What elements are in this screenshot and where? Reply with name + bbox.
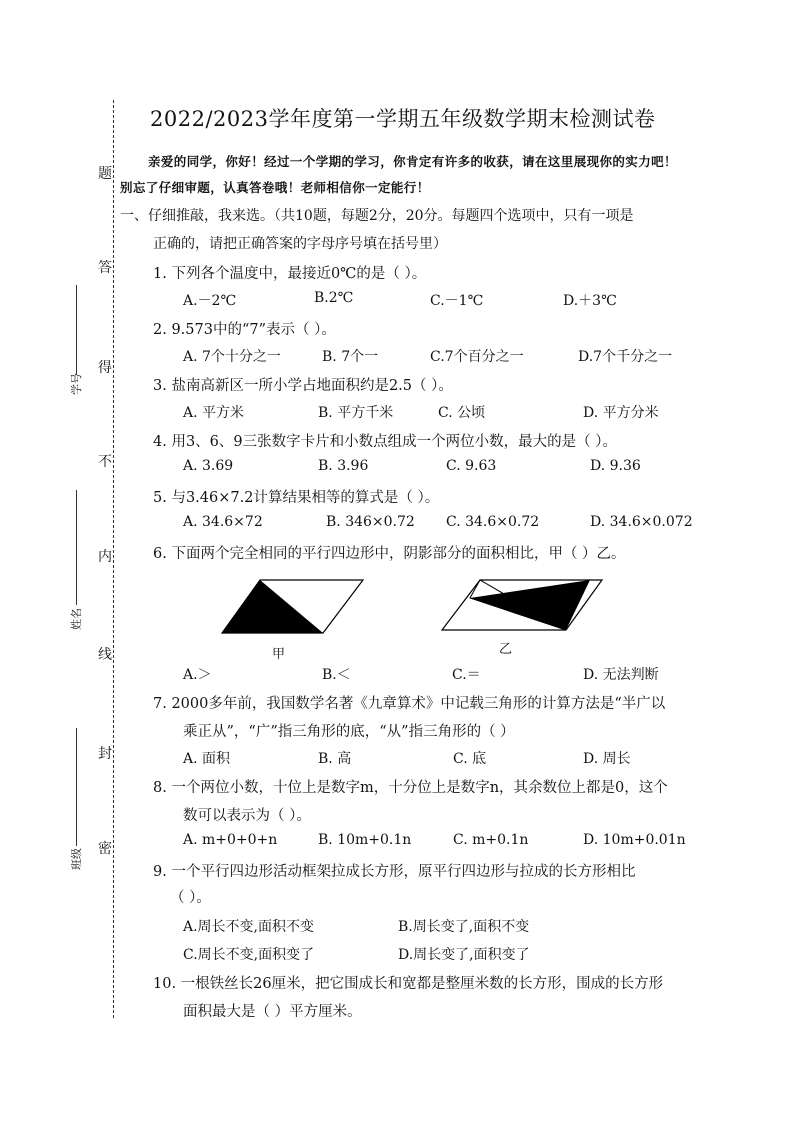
question-9: 9. 一个平行四边形活动框架拉成长方形，原平行四边形与拉成的长方形相比 (153, 864, 636, 880)
question-6: 6. 下面两个完全相同的平行四边形中，阴影部分的面积相比，甲（ ）乙。 (153, 546, 626, 562)
question-8-cont: 数可以表示为（ ）。 (183, 808, 311, 824)
q5-option-c: C. 34.6×0.72 (446, 514, 540, 530)
q4-option-a: A. 3.69 (183, 458, 234, 474)
q4-option-b: B. 3.96 (318, 458, 369, 474)
q2-option-b: B. 7个一 (322, 349, 379, 365)
q6-option-b: B.＜ (322, 667, 351, 683)
student-id-line (76, 285, 77, 375)
q9-option-d: D.周长变了,面积变了 (398, 947, 530, 963)
binding-char: 线 (98, 647, 112, 663)
parallelogram-jia (220, 578, 365, 636)
q9-option-b: B.周长变了,面积不变 (398, 919, 530, 935)
q7-option-b: B. 高 (318, 751, 352, 767)
q2-option-d: D.7个千分之一 (578, 349, 673, 365)
q5-option-b: B. 346×0.72 (326, 514, 415, 530)
q8-option-d: D. 10m+0.01n (583, 832, 686, 848)
question-4: 4. 用3、6、9三张数字卡片和小数点组成一个两位小数，最大的是（ ）。 (153, 434, 617, 450)
q7-option-c: C. 底 (453, 751, 487, 767)
binding-char: 内 (98, 549, 112, 565)
section-heading: 一、仔细推敲，我来选。（共10题，每题2分，20分。每题四个选项中，只有一项是 (120, 208, 634, 224)
q2-option-a: A. 7个十分之一 (183, 349, 281, 365)
q6-option-d: D. 无法判断 (583, 667, 659, 683)
figure-label-jia: 甲 (272, 647, 286, 662)
figure-label-yi: 乙 (499, 642, 513, 657)
name-line (76, 490, 77, 605)
q9-option-a: A.周长不变,面积不变 (183, 919, 315, 935)
question-10: 10. 一根铁丝长26厘米，把它围成长和宽都是整厘米数的长方形，围成的长方形 (153, 976, 664, 992)
student-id-label: 学号 (70, 373, 83, 395)
binding-char: 题 (98, 166, 112, 182)
binding-char: 得 (98, 360, 112, 376)
class-label: 班级 (70, 848, 83, 870)
binding-char: 答 (98, 260, 112, 276)
q3-option-a: A. 平方米 (183, 405, 245, 421)
question-2: 2. 9.573中的“7”表示（ ）。 (153, 322, 336, 338)
question-10-cont: 面积最大是（ ）平方厘米。 (183, 1004, 362, 1020)
class-line (76, 728, 77, 846)
name-label: 姓名 (70, 608, 83, 630)
binding-char: 封 (98, 746, 112, 762)
q9-option-c: C.周长不变,面积变了 (183, 947, 315, 963)
q1-option-a: A.－2℃ (183, 293, 237, 309)
question-3: 3. 盐南高新区一所小学占地面积约是2.5（ ）。 (153, 378, 453, 394)
q6-option-c: C.＝ (452, 667, 481, 683)
q1-option-d: D.＋3℃ (563, 293, 617, 309)
question-7: 7. 2000多年前，我国数学名著《九章算术》中记载三角形的计算方法是“半广以 (153, 696, 666, 712)
q4-option-c: C. 9.63 (446, 458, 497, 474)
question-1: 1. 下列各个温度中，最接近0℃的是（ ）。 (153, 266, 427, 282)
q8-option-b: B. 10m+0.1n (318, 832, 412, 848)
question-5: 5. 与3.46×7.2计算结果相等的算式是（ ）。 (153, 490, 440, 506)
q7-option-a: A. 面积 (183, 751, 231, 767)
intro-line-2: 别忘了仔细审题，认真答卷哦！老师相信你一定能行！ (120, 180, 430, 195)
q3-option-b: B. 平方千米 (318, 405, 394, 421)
q6-option-a: A.＞ (183, 667, 212, 683)
parallelogram-yi (440, 578, 605, 633)
binding-char: 密 (98, 841, 112, 857)
section-heading-cont: 正确的，请把正确答案的字母序号填在括号里） (153, 236, 447, 252)
question-7-cont: 乘正从”，“广”指三角形的底，“从”指三角形的（ ） (183, 724, 515, 740)
q2-option-c: C.7个百分之一 (430, 349, 524, 365)
q4-option-d: D. 9.36 (590, 458, 641, 474)
q8-option-a: A. m+0+0+n (183, 832, 278, 848)
q1-option-b: B.2℃ (314, 290, 354, 306)
page-title: 2022/2023学年度第一学期五年级数学期末检测试卷 (150, 107, 656, 131)
parallelogram-jia-shade (222, 580, 323, 633)
q3-option-c: C. 公顷 (438, 405, 486, 421)
q5-option-d: D. 34.6×0.072 (590, 514, 693, 530)
q3-option-d: D. 平方分米 (583, 405, 659, 421)
question-8: 8. 一个两位小数，十位上是数字m，十分位上是数字n，其余数位上都是0，这个 (153, 780, 668, 796)
q8-option-c: C. m+0.1n (453, 832, 529, 848)
intro-line-1: 亲爱的同学，你好！经过一个学期的学习，你肯定有许多的收获，请在这里展现你的实力吧！ (148, 154, 677, 169)
q7-option-d: D. 周长 (583, 751, 631, 767)
q1-option-c: C.－1℃ (430, 293, 484, 309)
q5-option-a: A. 34.6×72 (183, 514, 263, 530)
question-9-cont: （ ）。 (170, 890, 211, 906)
binding-char: 不 (98, 454, 112, 470)
